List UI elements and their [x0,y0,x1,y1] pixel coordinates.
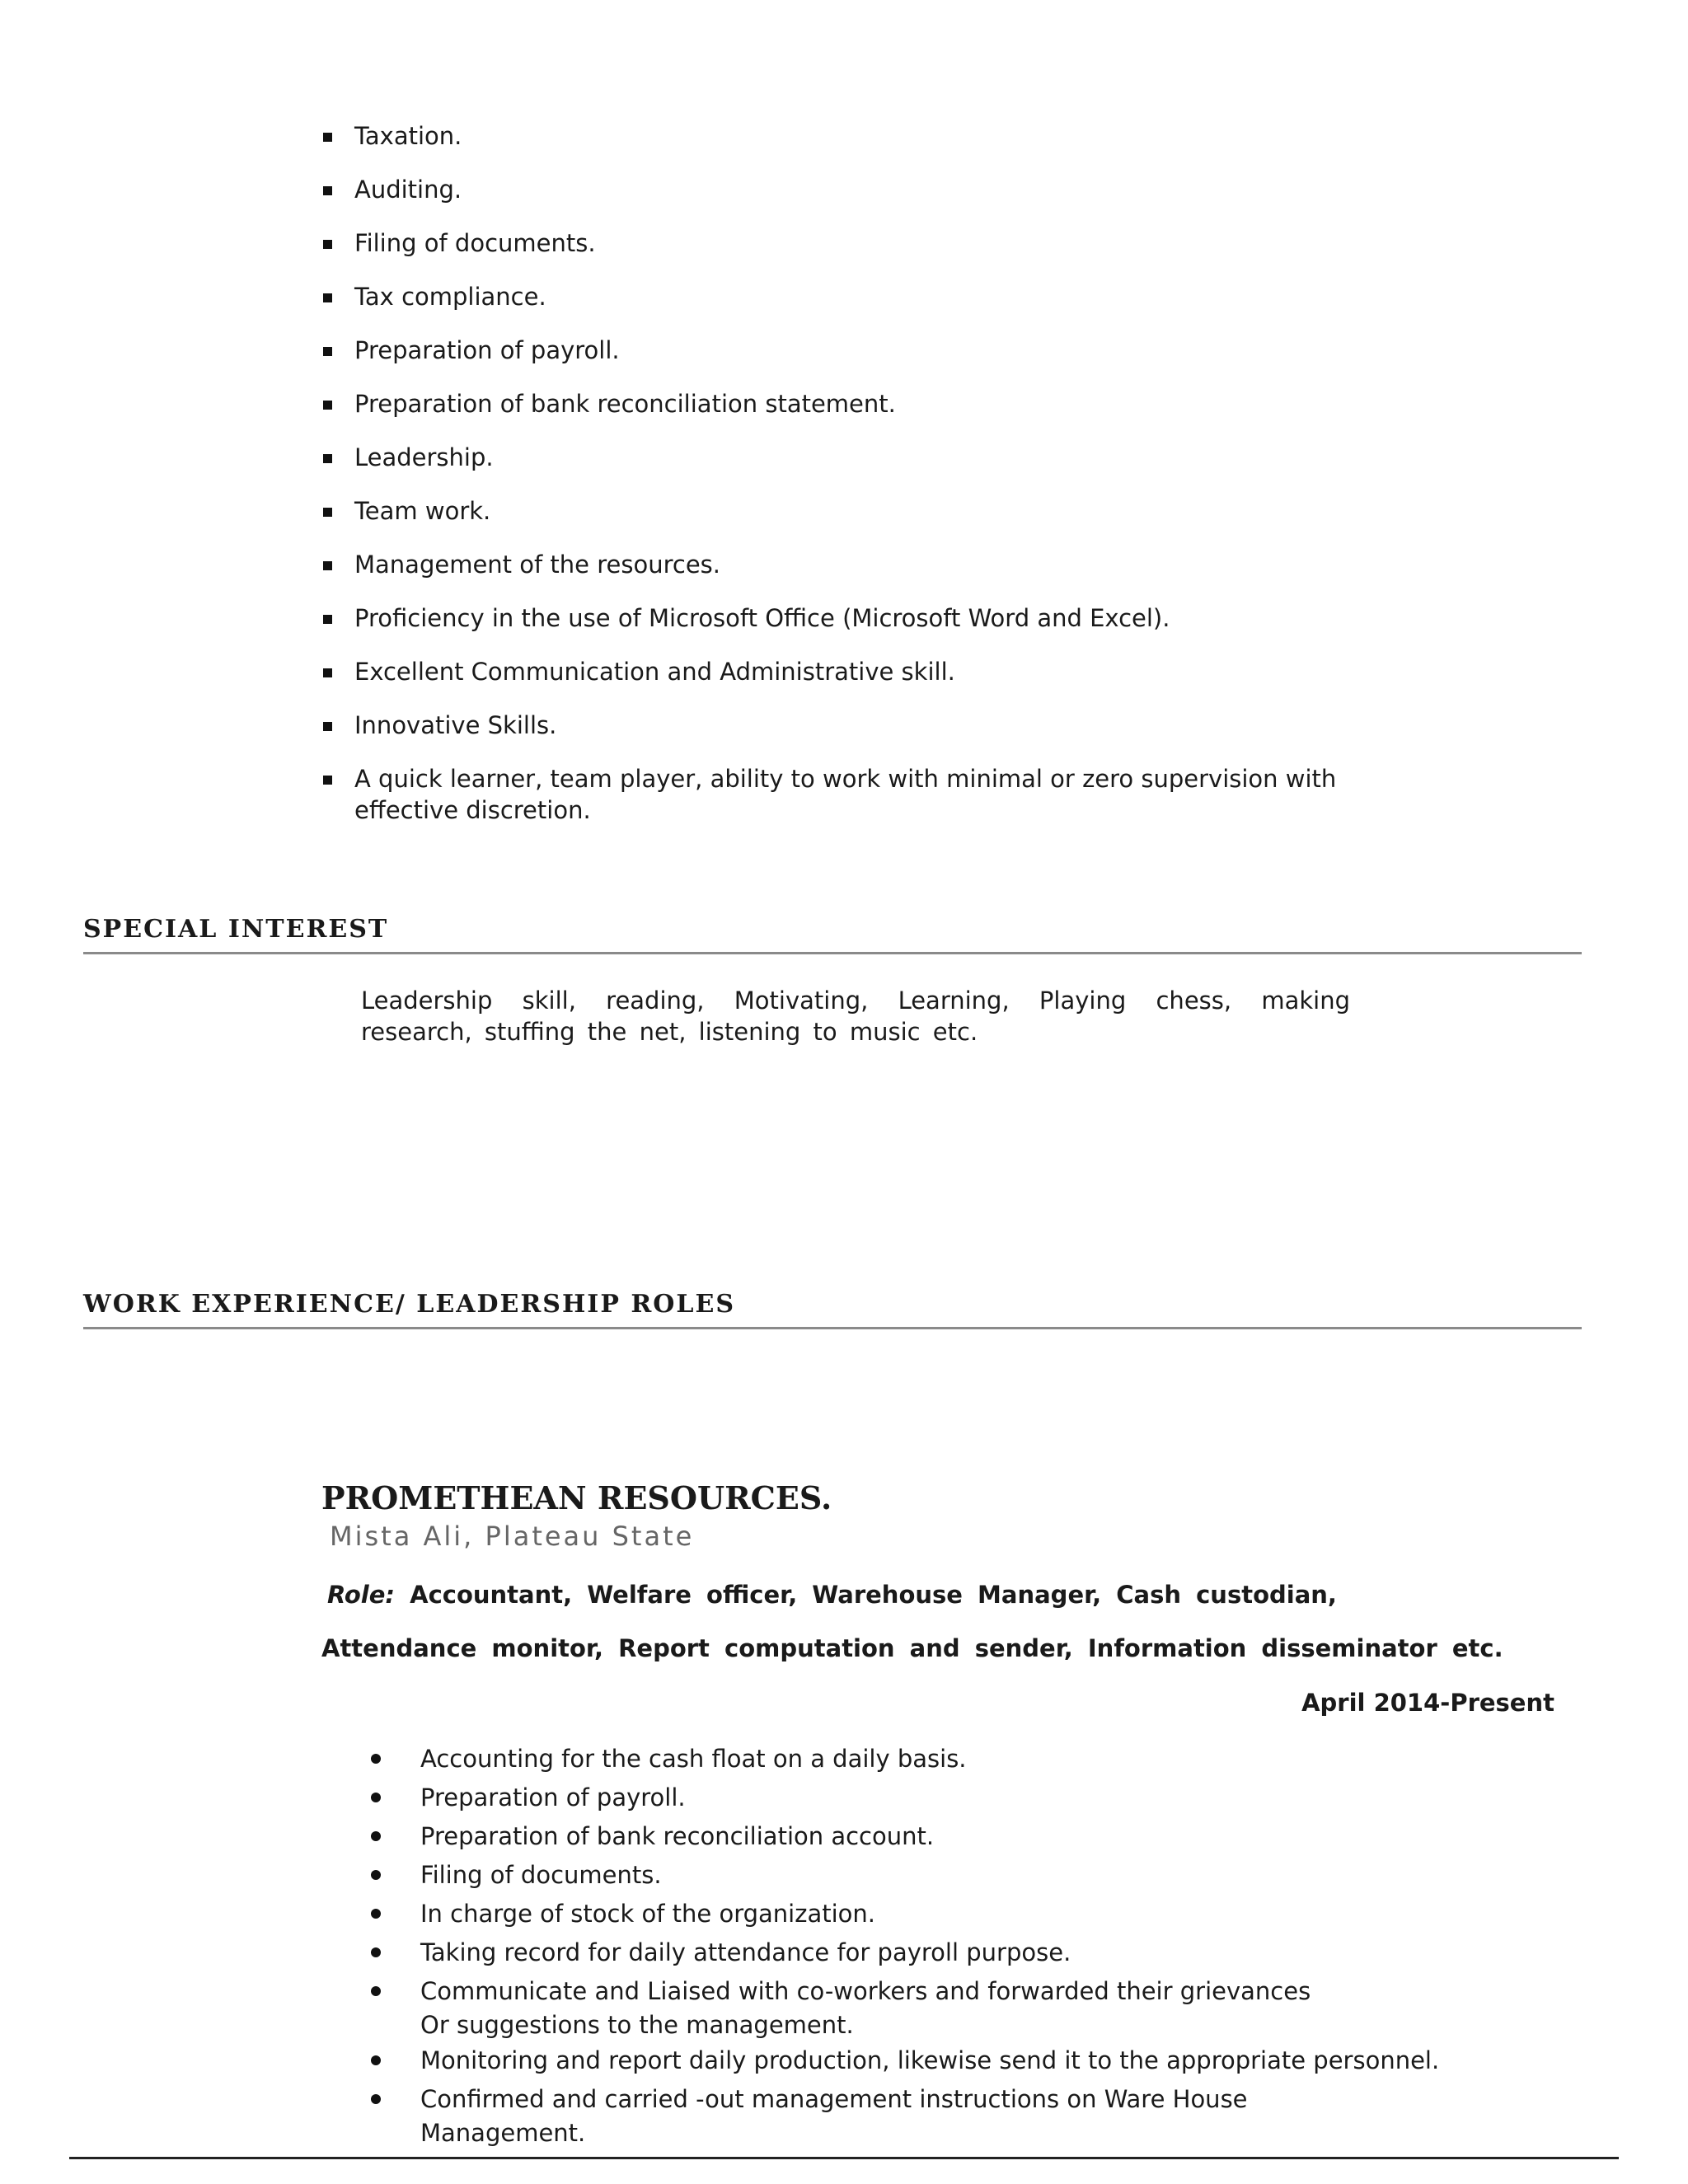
skill-item: Filing of documents. [315,227,1386,281]
square-bullet-icon [323,240,332,249]
role-line [327,1581,1337,1609]
round-bullet-icon [371,2055,381,2065]
round-bullet-icon [371,1754,381,1764]
role-text: Accountant, Welfare officer, Warehouse Manager, Cash custodian, [410,1581,1337,1609]
square-bullet-icon [323,722,332,731]
round-bullet-icon [371,2094,381,2104]
skill-item: Leadership. [315,442,1386,495]
round-bullet-icon [371,1831,381,1841]
page-bottom-rule [69,2157,1619,2159]
skill-item: Taxation. [315,120,1386,174]
skill-item: Excellent Communication and Administrative skill. [315,656,1386,710]
duty-item: Monitoring and report daily production, likewise send it to the appropriate personnel. [371,2043,1525,2082]
square-bullet-icon [323,508,332,517]
role-line-continued: Attendance monitor, Report computation and sender, Information disseminator etc. [321,1634,1503,1662]
skill-item: Management of the resources. [315,549,1386,602]
square-bullet-icon [323,776,332,785]
duty-item: Preparation of payroll. [371,1780,1525,1819]
duty-item: In charge of stock of the organization. [371,1896,1525,1935]
skill-item: A quick learner, team player, ability to work with minimal or zero supervision with effective discretion. [315,763,1386,826]
skill-item: Team work. [315,495,1386,549]
round-bullet-icon [371,1870,381,1880]
duty-item: Confirmed and carried -out management instructions on Ware House Management. [371,2082,1525,2151]
work-experience-heading: WORK EXPERIENCE/ LEADERSHIP ROLES [83,1290,1582,1329]
round-bullet-icon [371,1986,381,1996]
special-interest-heading: SPECIAL INTEREST [83,915,1582,954]
skill-item: Auditing. [315,174,1386,227]
square-bullet-icon [323,668,332,677]
role-label: Role: [327,1581,396,1609]
square-bullet-icon [323,454,332,463]
duty-item: Filing of documents. [371,1858,1525,1896]
square-bullet-icon [323,615,332,624]
duty-item: Communicate and Liaised with co-workers and forwarded their grievances Or suggestions to the management. [371,1974,1525,2043]
duty-item: Preparation of bank reconciliation account. [371,1819,1525,1858]
square-bullet-icon [323,347,332,356]
round-bullet-icon [371,1947,381,1957]
skills-list [315,120,1386,826]
round-bullet-icon [371,1793,381,1802]
square-bullet-icon [323,186,332,195]
duty-item: Taking record for daily attendance for payroll purpose. [371,1935,1525,1974]
round-bullet-icon [371,1909,381,1919]
square-bullet-icon [323,293,332,302]
employment-dates: April 2014-Present [1301,1689,1554,1717]
duties-list [371,1741,1525,2151]
special-interest-text: Leadership skill, reading, Motivating, Learning, Playing chess, making research, stuffing the net, listening to music etc. [361,987,1350,1046]
skill-item: Preparation of bank reconciliation statement. [315,388,1386,442]
square-bullet-icon [323,561,332,570]
company-location: Mista Ali, Plateau State [330,1521,695,1552]
skill-item: Innovative Skills. [315,710,1386,763]
duty-item: Accounting for the cash float on a daily basis. [371,1741,1525,1780]
square-bullet-icon [323,133,332,142]
square-bullet-icon [323,401,332,410]
skill-item: Preparation of payroll. [315,335,1386,388]
company-name: PROMETHEAN RESOURCES. [321,1479,832,1516]
skill-item: Proficiency in the use of Microsoft Office (Microsoft Word and Excel). [315,602,1386,656]
skill-item: Tax compliance. [315,281,1386,335]
